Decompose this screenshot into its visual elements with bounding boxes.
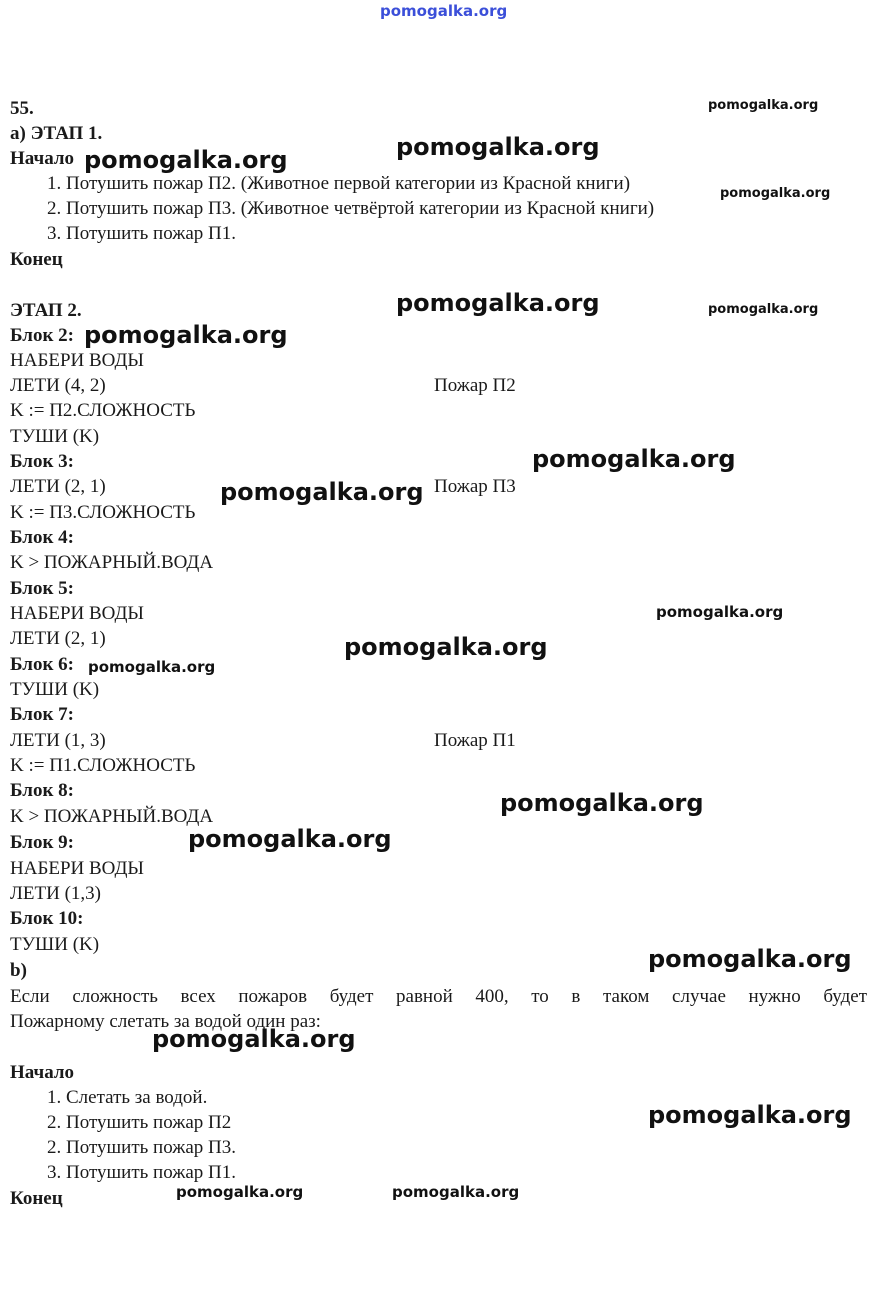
block-line: K := П2.СЛОЖНОСТЬ bbox=[10, 400, 196, 421]
block-label: Блок 6: bbox=[10, 654, 74, 675]
part-b-text: Пожарному слетать за водой один раз: bbox=[10, 1011, 321, 1032]
fire-label-p1: Пожар П1 bbox=[434, 730, 516, 751]
part-b-title: b) bbox=[10, 960, 27, 981]
block-label: Блок 3: bbox=[10, 451, 74, 472]
block-label: Блок 9: bbox=[10, 832, 74, 853]
watermark: pomogalka.org bbox=[708, 98, 819, 113]
stage2-title: ЭТАП 2. bbox=[10, 300, 82, 321]
block-line: ЛЕТИ (2, 1) bbox=[10, 476, 106, 497]
block-label: Блок 4: bbox=[10, 527, 74, 548]
watermark: pomogalka.org bbox=[188, 825, 392, 853]
block-line: ЛЕТИ (1,3) bbox=[10, 883, 101, 904]
watermark: pomogalka.org bbox=[720, 186, 831, 201]
part-b-step: 2. Потушить пожар П3. bbox=[47, 1137, 237, 1158]
block-label: Блок 2: bbox=[10, 325, 74, 346]
stage1-title: а) ЭТАП 1. bbox=[10, 123, 103, 144]
watermark: pomogalka.org bbox=[708, 302, 819, 317]
part-b-text: Если сложность всех пожаров будет равной 400, то в таком случае нужно будет bbox=[10, 986, 867, 1007]
part-b-begin: Начало bbox=[10, 1062, 75, 1083]
block-line: НАБЕРИ ВОДЫ bbox=[10, 350, 144, 371]
block-label: Блок 5: bbox=[10, 578, 74, 599]
header-watermark[interactable]: pomogalka.org bbox=[380, 2, 508, 20]
part-b-step: 1. Слетать за водой. bbox=[47, 1087, 208, 1108]
watermark: pomogalka.org bbox=[84, 146, 288, 174]
watermark: pomogalka.org bbox=[656, 603, 784, 621]
block-line: НАБЕРИ ВОДЫ bbox=[10, 603, 144, 624]
block-line: K := П1.СЛОЖНОСТЬ bbox=[10, 755, 196, 776]
watermark: pomogalka.org bbox=[176, 1183, 304, 1201]
watermark: pomogalka.org bbox=[532, 445, 736, 473]
watermark: pomogalka.org bbox=[396, 133, 600, 161]
block-line: ТУШИ (K) bbox=[10, 679, 100, 700]
stage1-step: 1. Потушить пожар П2. (Животное первой категории из Красной книги) bbox=[47, 173, 631, 194]
fire-label-p3: Пожар П3 bbox=[434, 476, 516, 497]
block-line: ЛЕТИ (4, 2) bbox=[10, 375, 106, 396]
stage1-end: Конец bbox=[10, 249, 63, 270]
stage1-step: 2. Потушить пожар П3. (Животное четвёртой категории из Красной книги) bbox=[47, 198, 655, 219]
block-line: ЛЕТИ (1, 3) bbox=[10, 730, 106, 751]
block-line: ТУШИ (K) bbox=[10, 426, 100, 447]
block-line: ЛЕТИ (2, 1) bbox=[10, 628, 106, 649]
watermark: pomogalka.org bbox=[648, 945, 852, 973]
watermark: pomogalka.org bbox=[220, 478, 424, 506]
block-line: НАБЕРИ ВОДЫ bbox=[10, 858, 144, 879]
part-b-step: 3. Потушить пожар П1. bbox=[47, 1162, 237, 1183]
watermark: pomogalka.org bbox=[648, 1101, 852, 1129]
block-label: Блок 10: bbox=[10, 908, 84, 929]
part-b-end: Конец bbox=[10, 1188, 63, 1209]
part-b-step: 2. Потушить пожар П2 bbox=[47, 1112, 232, 1133]
block-label: Блок 8: bbox=[10, 780, 74, 801]
watermark: pomogalka.org bbox=[344, 633, 548, 661]
watermark: pomogalka.org bbox=[392, 1183, 520, 1201]
watermark: pomogalka.org bbox=[88, 658, 216, 676]
stage1-begin: Начало bbox=[10, 148, 75, 169]
fire-label-p2: Пожар П2 bbox=[434, 375, 516, 396]
block-line: K > ПОЖАРНЫЙ.ВОДА bbox=[10, 806, 214, 827]
block-line: ТУШИ (K) bbox=[10, 934, 100, 955]
block-line: K > ПОЖАРНЫЙ.ВОДА bbox=[10, 552, 214, 573]
watermark: pomogalka.org bbox=[152, 1025, 356, 1053]
task-number: 55. bbox=[10, 98, 34, 119]
watermark: pomogalka.org bbox=[500, 789, 704, 817]
block-label: Блок 7: bbox=[10, 704, 74, 725]
stage1-step: 3. Потушить пожар П1. bbox=[47, 223, 237, 244]
block-line: K := П3.СЛОЖНОСТЬ bbox=[10, 502, 196, 523]
watermark: pomogalka.org bbox=[84, 321, 288, 349]
watermark: pomogalka.org bbox=[396, 289, 600, 317]
